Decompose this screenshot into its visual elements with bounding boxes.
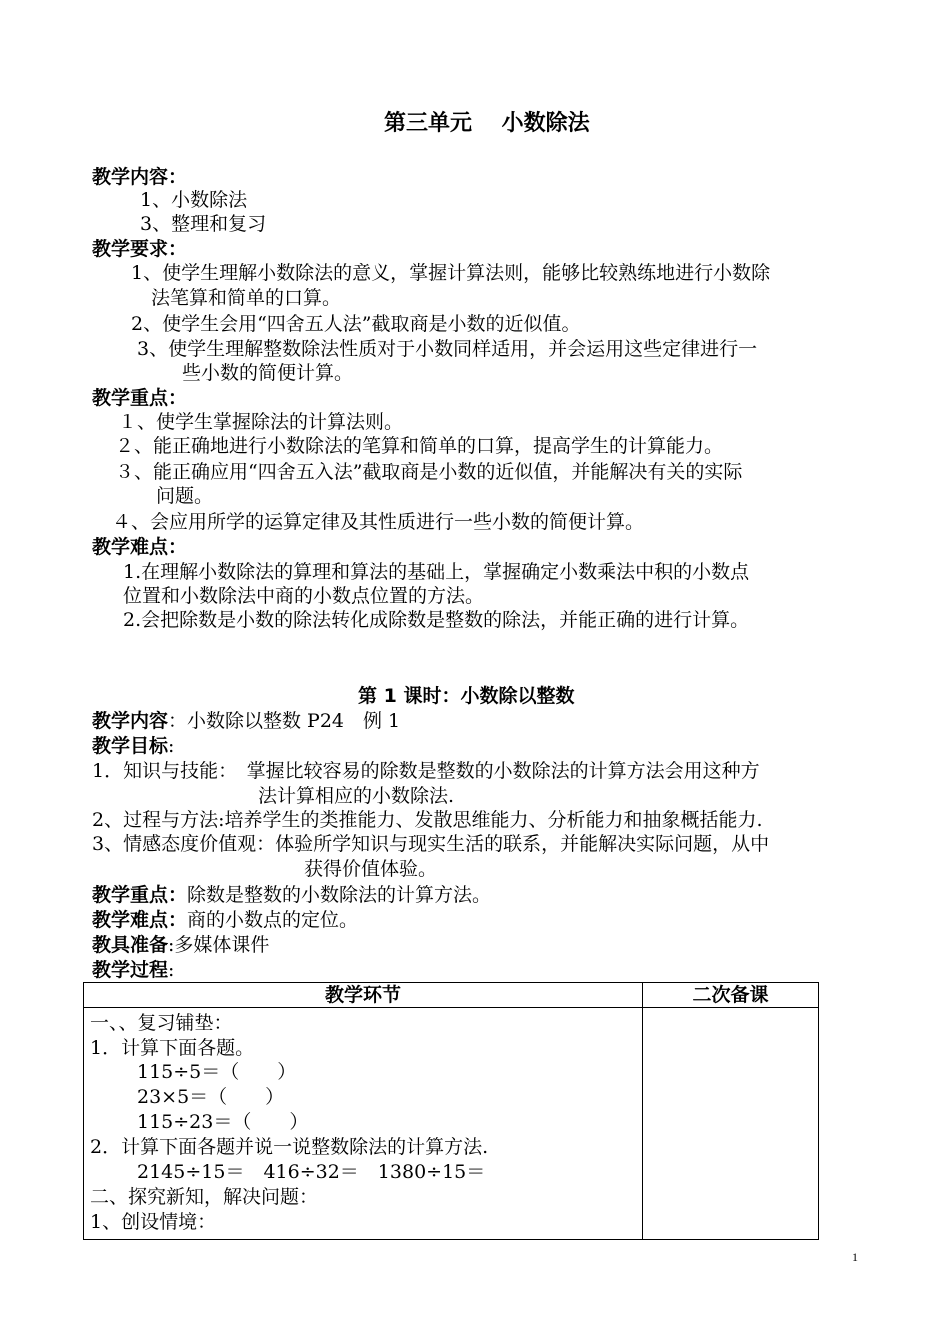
teaching-process-table (83, 982, 819, 1240)
lesson-tools-row (92, 933, 269, 957)
requirement-line: 3、使学生理解整数除法性质对于小数同样适用，并会运用这些定律进行一 (137, 338, 758, 360)
lesson-process-row (92, 958, 174, 982)
difficulty-line: 位置和小数除法中商的小数点位置的方法。 (123, 585, 485, 607)
lesson-tools-value: :多媒体课件 (168, 934, 270, 956)
table-header-second-prep: 二次备课 (643, 983, 819, 1008)
table-row (84, 1008, 819, 1240)
unit-requirements-heading: 教学要求： (92, 238, 188, 260)
process-line: 115÷5＝（ ） (137, 1061, 297, 1083)
process-line: 23×5＝（ ） (137, 1086, 285, 1108)
table-cell-second-prep (643, 1008, 819, 1240)
goal-line: 2、过程与方法:培养学生的类推能力、发散思维能力、分析能力和抽象概括能力. (92, 809, 763, 831)
process-line: 1．计算下面各题。 (90, 1037, 255, 1059)
lesson-keypoint-row (92, 883, 491, 907)
unit-title: 第三单元 小数除法 (384, 111, 590, 136)
lesson-process-label: 教学过程 (92, 959, 169, 981)
unit-keypoints-heading: 教学重点： (92, 387, 188, 409)
requirement-line: 1、使学生理解小数除法的意义，掌握计算法则，能够比较熟练地进行小数除 (131, 262, 771, 284)
process-line: 115÷23＝（ ） (137, 1111, 309, 1133)
lesson-difficulty-label: 教学难点： (92, 909, 188, 931)
keypoint-line: ３、能正确应用“四舍五入法”截取商是小数的近似值，并能解决有关的实际 (115, 461, 743, 483)
table-header-row (84, 983, 819, 1008)
goal-line: 3、情感态度价值观：体验所学知识与现实生活的联系，并能解决实际问题，从中 (92, 833, 770, 855)
lesson-goals-label: 教学目标 (92, 735, 169, 757)
lesson-content-value: ：小数除以整数 P24 例 1 (168, 710, 401, 732)
unit-difficulties-heading: 教学难点： (92, 536, 188, 558)
lesson-process-colon: : (168, 959, 175, 981)
lesson-goals-row (92, 734, 174, 758)
keypoint-line: ４、会应用所学的运算定律及其性质进行一些小数的简便计算。 (112, 511, 645, 533)
difficulty-line: 2.会把除数是小数的除法转化成除数是整数的除法，并能正确的进行计算。 (123, 609, 750, 631)
lesson-goals-colon: : (168, 735, 175, 757)
table-header-steps: 教学环节 (84, 983, 643, 1008)
process-line: 一、、复习铺垫： (90, 1012, 233, 1034)
lesson-title: 第 1 课时：小数除以整数 (358, 685, 575, 707)
table-cell-steps (84, 1008, 643, 1240)
lesson-content-label: 教学内容 (92, 710, 169, 732)
process-line: 2．计算下面各题并说一说整数除法的计算方法. (90, 1136, 489, 1158)
unit-content-item: 3、整理和复习 (140, 213, 267, 235)
lesson-difficulty-row (92, 908, 358, 932)
unit-content-item: 1、小数除法 (140, 189, 248, 211)
keypoint-line: 问题。 (156, 485, 214, 507)
lesson-difficulty-value: 商的小数点的定位。 (187, 909, 359, 931)
keypoint-line: １、使学生掌握除法的计算法则。 (118, 411, 404, 433)
requirement-line: 法笔算和简单的口算。 (151, 287, 342, 309)
lesson-content-row (92, 709, 400, 733)
lesson-tools-label: 教具准备 (92, 934, 169, 956)
goal-line: 1．知识与技能： 掌握比较容易的除数是整数的小数除法的计算方法会用这种方 (92, 760, 760, 782)
page-number: 1 (852, 1250, 858, 1264)
goal-line: 获得价值体验。 (304, 858, 438, 880)
requirement-line: 2、使学生会用“四舍五人法”截取商是小数的近似值。 (131, 313, 581, 335)
keypoint-line: ２、能正确地进行小数除法的笔算和简单的口算，提高学生的计算能力。 (115, 435, 724, 457)
lesson-keypoint-value: 除数是整数的小数除法的计算方法。 (187, 884, 492, 906)
goal-line: 法计算相应的小数除法. (258, 785, 455, 807)
lesson-keypoint-label: 教学重点： (92, 884, 188, 906)
difficulty-line: 1.在理解小数除法的算理和算法的基础上，掌握确定小数乘法中积的小数点 (123, 561, 750, 583)
requirement-line: 些小数的简便计算。 (182, 362, 354, 384)
process-line: 2145÷15＝ 416÷32＝ 1380÷15＝ (137, 1161, 486, 1183)
process-line: 1、创设情境： (90, 1211, 217, 1233)
process-line: 二、探究新知，解决问题： (90, 1186, 319, 1208)
unit-content-heading: 教学内容： (92, 166, 188, 188)
